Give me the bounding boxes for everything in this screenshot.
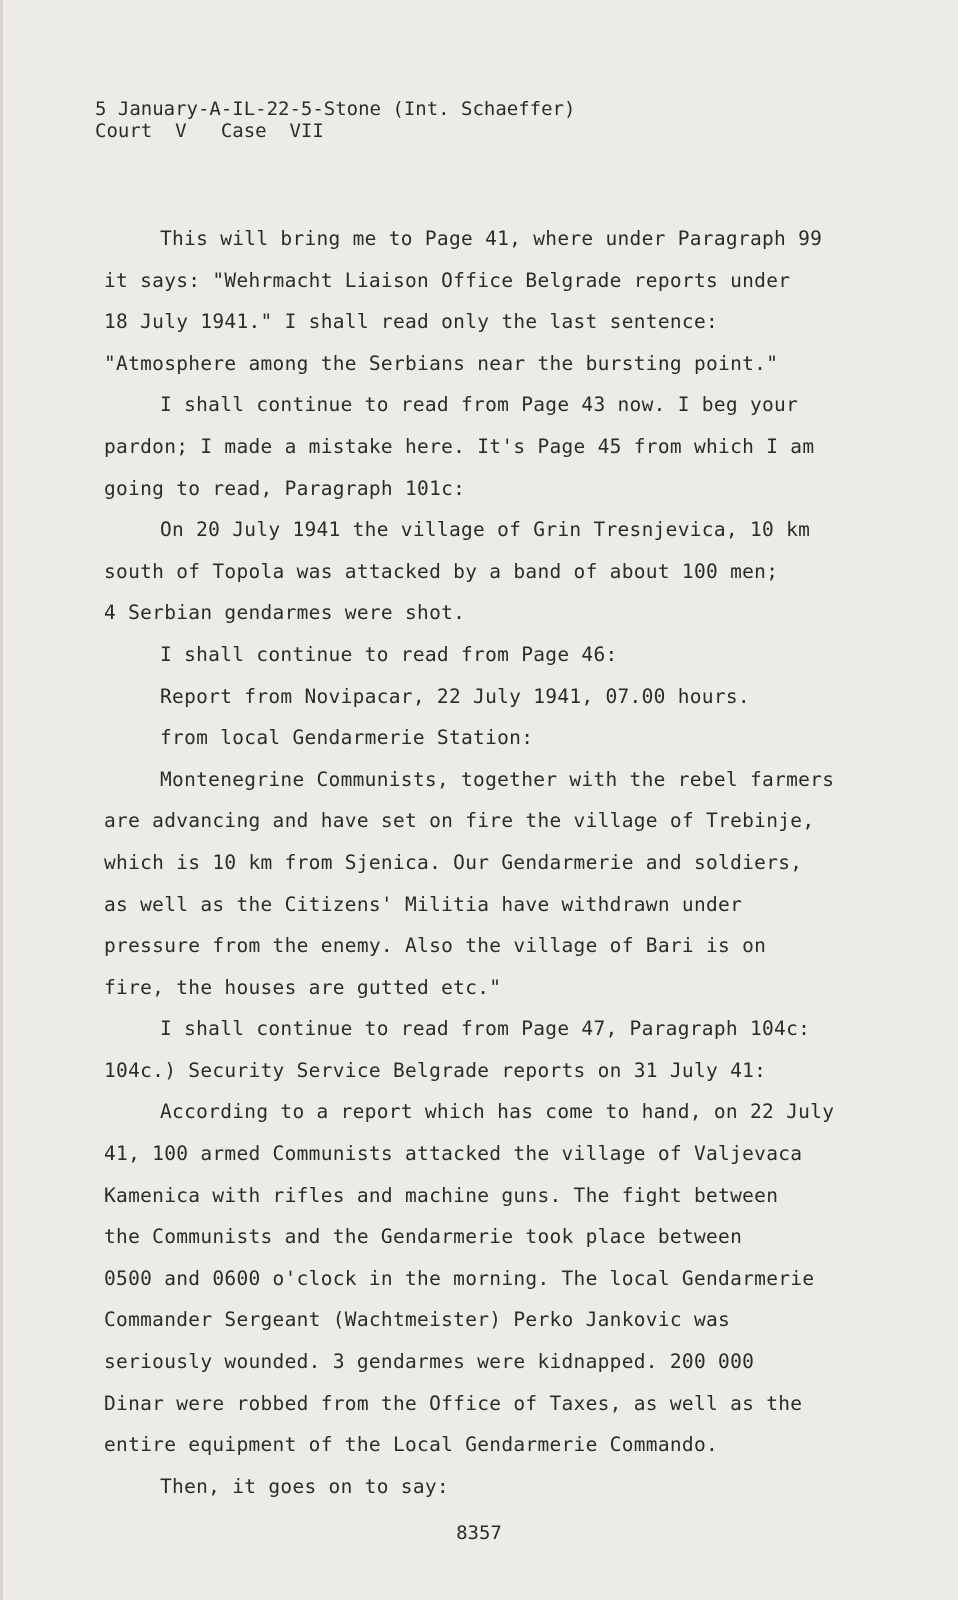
page-edge (0, 0, 3, 1600)
text-line: south of Topola was attacked by a band of about 100 men; (104, 559, 779, 583)
text-line: are advancing and have set on fire the village of Trebinje, (104, 809, 815, 833)
text-line: "Atmosphere among the Serbians near the bursting point." (104, 351, 779, 375)
text-line: going to read, Paragraph 101c: (104, 476, 466, 500)
text-line: Kamenica with rifles and machine guns. The fight between (104, 1183, 779, 1207)
text-line: pressure from the enemy. Also the village of Bari is on (104, 934, 767, 958)
text-line: Then, it goes on to say: (160, 1474, 449, 1498)
text-line: as well as the Citizens' Militia have withdrawn under (104, 892, 743, 916)
text-line: 18 July 1941." I shall read only the last sentence: (104, 310, 719, 334)
text-line: Commander Sergeant (Wachtmeister) Perko Jankovic was (104, 1308, 731, 1332)
text-line: Montenegrine Communists, together with the rebel farmers (160, 767, 835, 791)
text-line: I shall continue to read from Page 46: (160, 642, 618, 666)
text-line: 4 Serbian gendarmes were shot. (104, 601, 466, 625)
page-number: 8357 (456, 1522, 502, 1544)
text-line: This will bring me to Page 41, where under Paragraph 99 (160, 227, 823, 250)
header-line-1: 5 January-A-IL-22-5-Stone (Int. Schaeffer) (95, 98, 576, 120)
text-line: 104c.) Security Service Belgrade reports on 31 July 41: (104, 1058, 767, 1082)
text-line: On 20 July 1941 the village of Grin Tresnjevica, 10 km (160, 518, 811, 542)
text-line: fire, the houses are gutted etc." (104, 975, 502, 999)
text-line: 41, 100 armed Communists attacked the village of Valjevaca (104, 1142, 803, 1166)
text-line: Dinar were robbed from the Office of Taxes, as well as the (104, 1391, 803, 1415)
text-line: seriously wounded. 3 gendarmes were kidnapped. 200 000 (104, 1350, 755, 1374)
text-line: from local Gendarmerie Station: (160, 726, 534, 750)
text-line: it says: "Wehrmacht Liaison Office Belgrade reports under (104, 268, 791, 292)
text-line: which is 10 km from Sjenica. Our Gendarmerie and soldiers, (104, 850, 803, 874)
transcript-body (104, 218, 884, 1507)
text-line: entire equipment of the Local Gendarmerie Commando. (104, 1433, 719, 1457)
text-line: I shall continue to read from Page 43 now. I beg your (160, 393, 799, 417)
document-header (95, 98, 575, 142)
text-line: According to a report which has come to hand, on 22 July (160, 1100, 835, 1124)
text-line: I shall continue to read from Page 47, Paragraph 104c: (160, 1017, 811, 1041)
header-line-2: Court V Case VII (95, 120, 324, 142)
text-line: the Communists and the Gendarmerie took place between (104, 1225, 743, 1249)
text-line: pardon; I made a mistake here. It's Page 45 from which I am (104, 434, 815, 458)
text-line: 0500 and 0600 o'clock in the morning. The local Gendarmerie (104, 1266, 815, 1290)
text-line: Report from Novipacar, 22 July 1941, 07.00 hours. (160, 684, 750, 708)
